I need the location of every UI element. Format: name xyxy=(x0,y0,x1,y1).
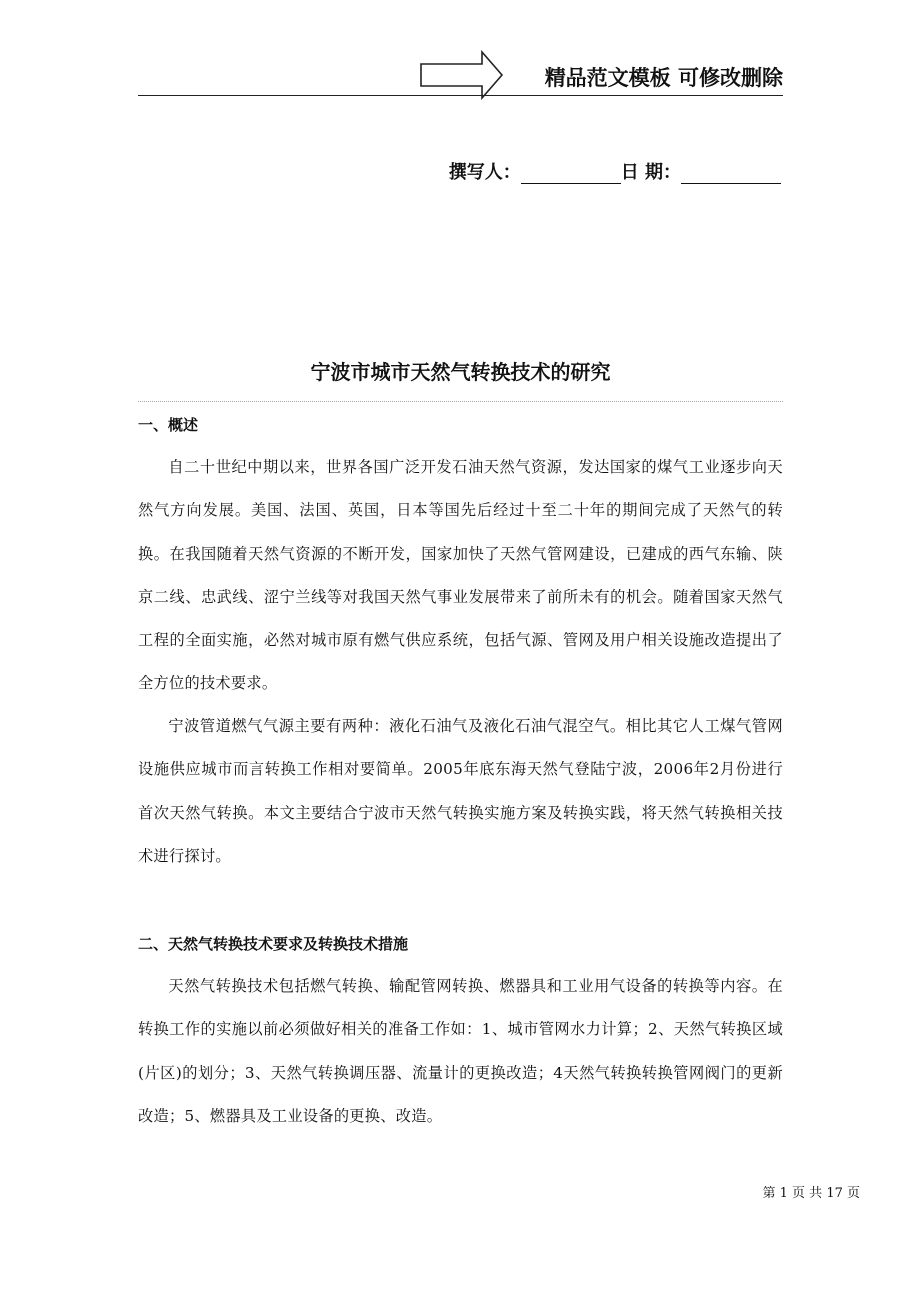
header-banner: 精品范文模板 可修改删除 xyxy=(544,66,783,90)
date-label: 日 期： xyxy=(620,162,681,183)
page-number: 第 1 页 共 17 页 xyxy=(762,1186,860,1201)
paragraph-overview-2: 宁波管道燃气气源主要有两种：液化石油气及液化石油气混空气。相比其它人工煤气管网设施供应城市而言转换工作相对要简单。2005年底东海天然气登陆宁波，2006年2月份进行首次天然气转换。本文主要结合宁波市天然气转换实施方案及转换实践，将天然气转换相关技术进行探讨。 xyxy=(138,717,783,865)
section-heading-requirements: 二、天然气转换技术要求及转换技术措施 xyxy=(138,935,409,953)
paragraph-requirements-1: 天然气转换技术包括燃气转换、输配管网转换、燃器具和工业用气设备的转换等内容。在转换工作的实施以前必须做好相关的准备工作如：1、城市管网水力计算；2、天然气转换区域(片区)的划分；3、天然气转换调压器、流量计的更换改造；4天然气转换转换管网阀门的更新改造；5、燃器具及工业设备的更换、改造。 xyxy=(138,977,783,1125)
document-title: 宁波市城市天然气转换技术的研究 xyxy=(310,360,611,384)
paragraph-overview-1: 自二十世纪中期以来，世界各国广泛开发石油天然气资源，发达国家的煤气工业逐步向天然气方向发展。美国、法国、英国，日本等国先后经过十至二十年的期间完成了天然气的转换。在我国随着天然气资源的不断开发，国家加快了天然气管网建设，已建成的西气东输、陕京二线、忠武线、涩宁兰线等对我国天然气事业发展带来了前所未有的机会。随着国家天然气工程的全面实施，必然对城市原有燃气供应系统，包括气源、管网及用户相关设施改造提出了全方位的技术要求。 xyxy=(138,458,783,693)
author-date-line xyxy=(449,158,781,184)
author-label: 撰写人： xyxy=(448,162,521,183)
author-blank-field[interactable] xyxy=(521,163,621,184)
header-divider xyxy=(138,95,783,96)
section-heading-overview: 一、概述 xyxy=(138,416,199,434)
title-divider xyxy=(138,401,783,402)
arrow-right-icon xyxy=(420,50,504,100)
date-blank-field[interactable] xyxy=(681,163,781,184)
